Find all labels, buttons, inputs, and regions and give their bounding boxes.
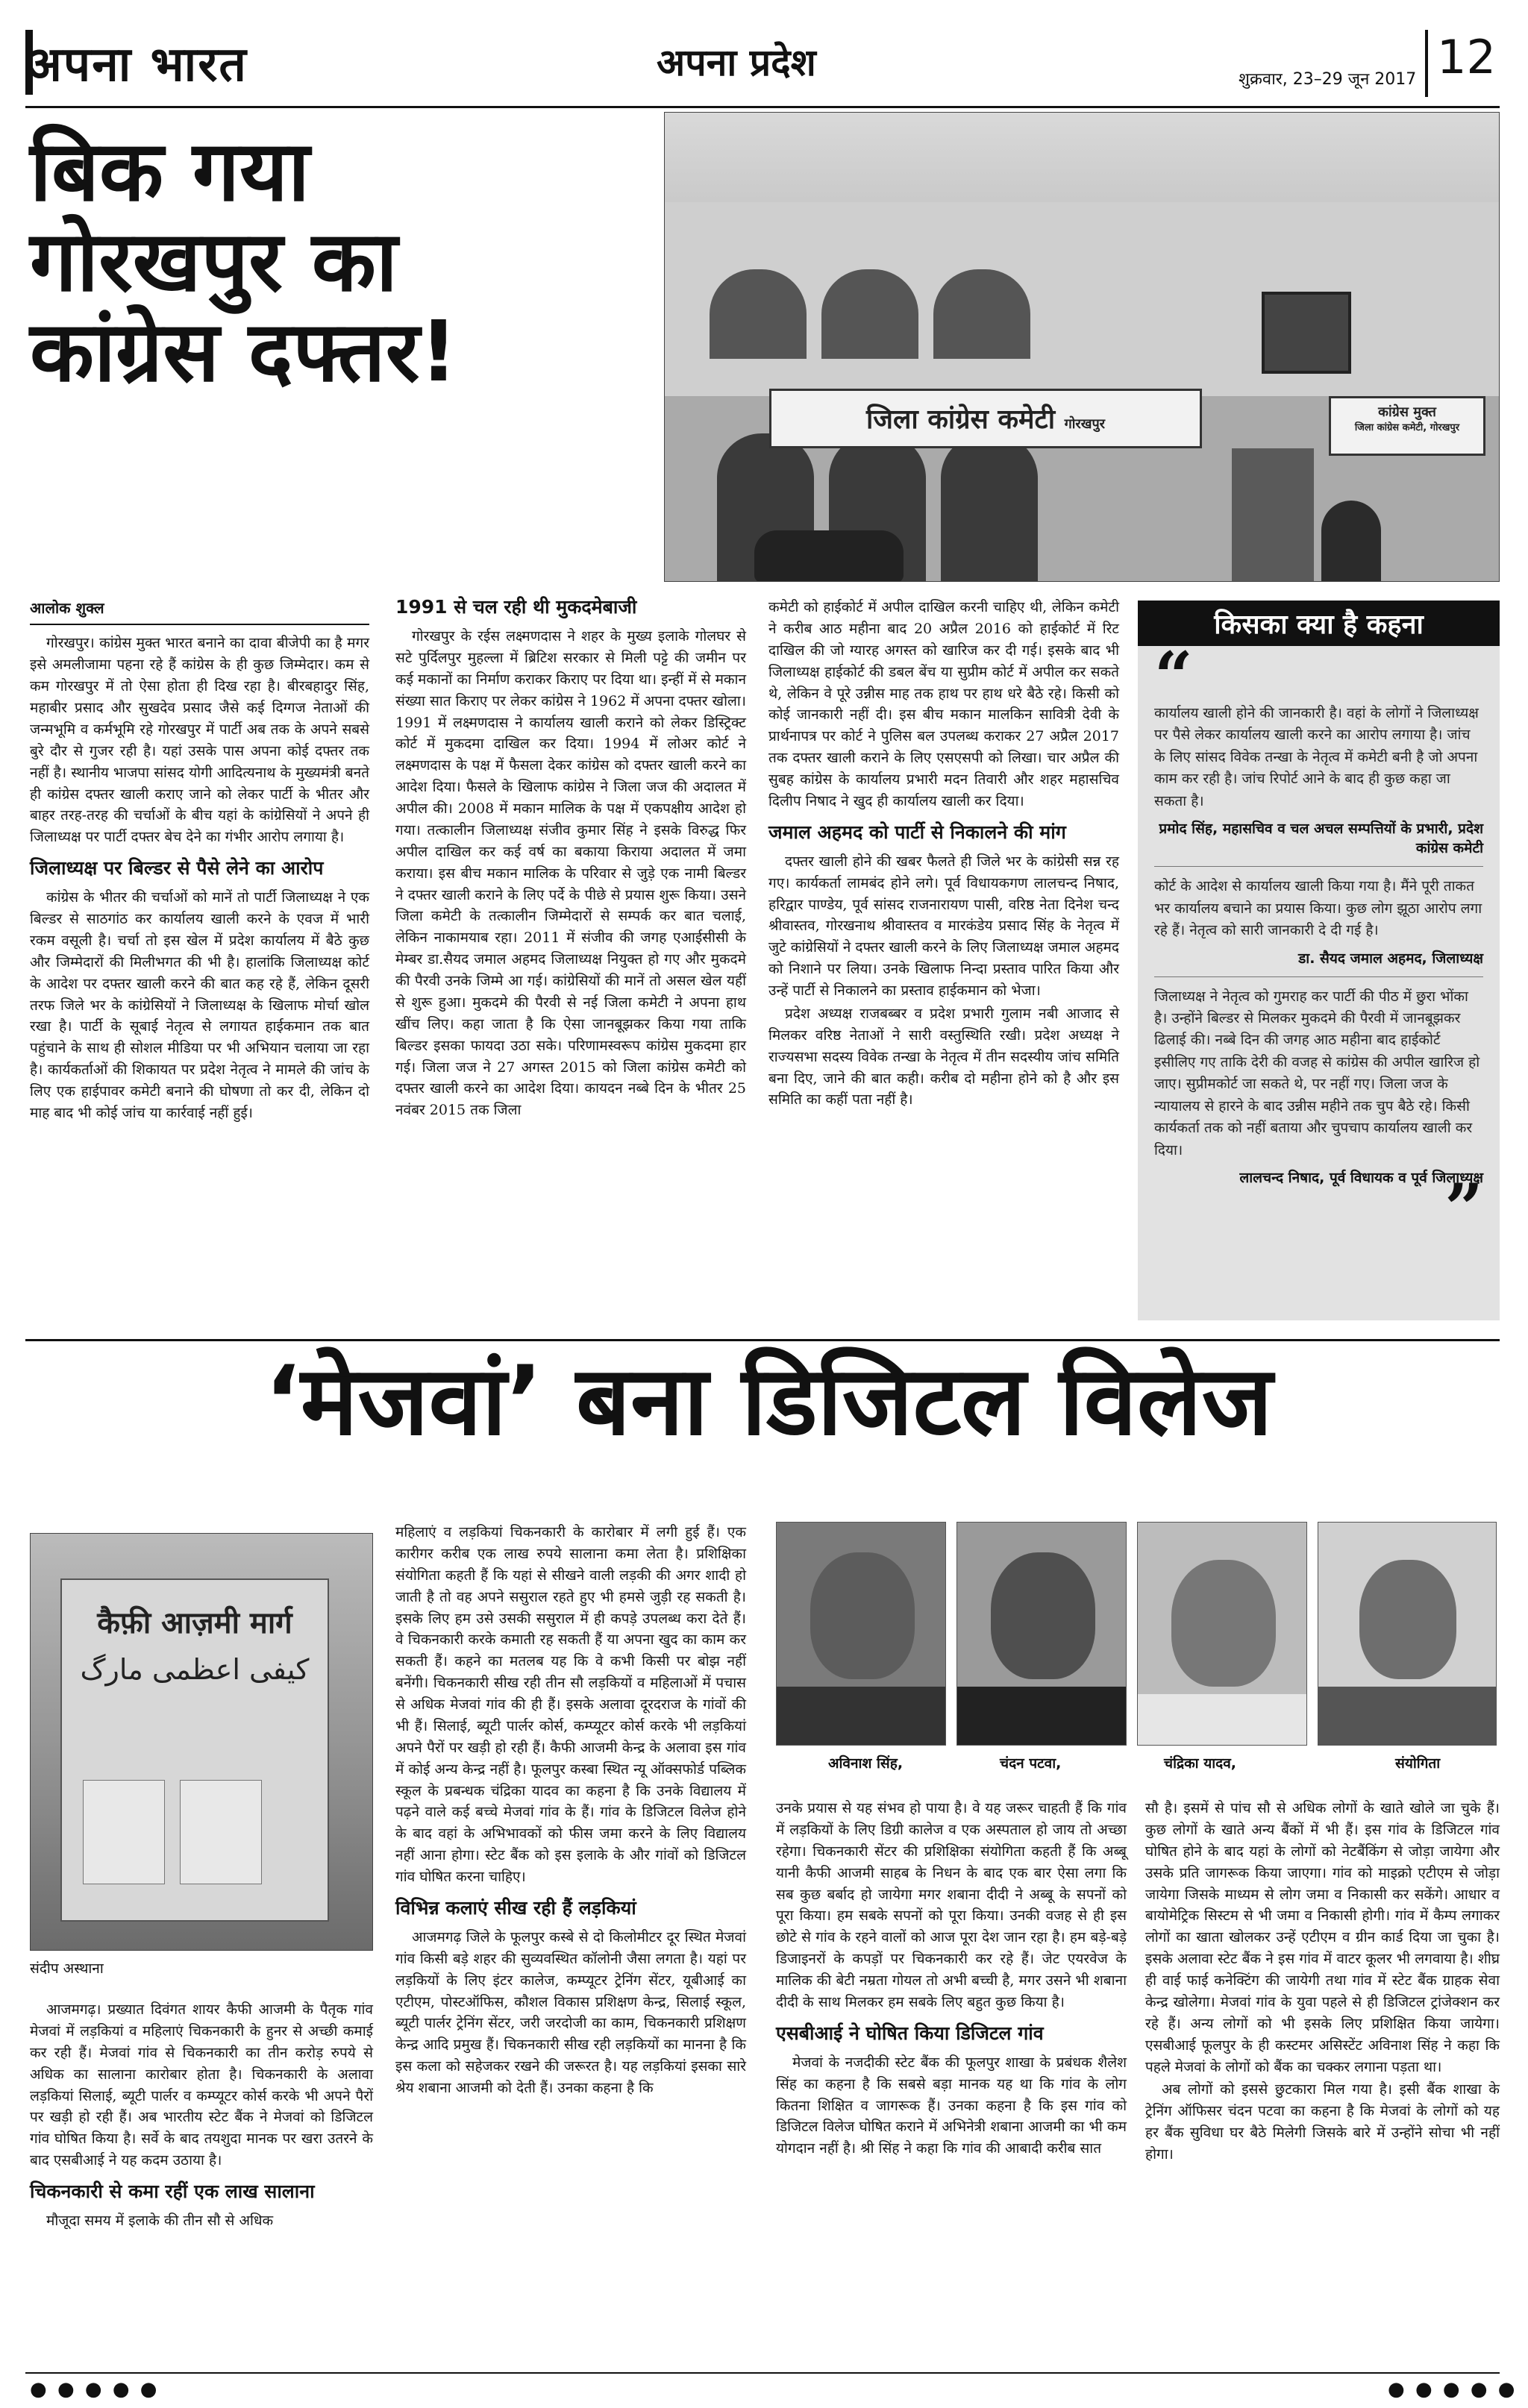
portrait-sanyogita	[1318, 1522, 1497, 1746]
congress-office-photo	[664, 112, 1500, 582]
story2-headline: ‘मेजवां’ बना डिजिटल विलेज	[264, 1346, 1273, 1457]
section-rule	[25, 1339, 1500, 1341]
paragraph: आजमगढ़ जिले के फूलपुर कस्बे से दो किलोमीटर दूर स्थित मेजवां गांव किसी बड़े शहर की सुव्यवस्थित कॉलोनी जैसा लगता है। यहां पर लड़कियों के लिए इंटर कालेज, कम्प्यूटर ट्रेनिंग सेंटर, यूबीआई का एटीएम, पोस्टऑफिस, कौशल विकास प्रशिक्षण केन्द्र, सिलाई स्कूल, ब्यूटी पार्लर ट्रेनिंग सेंटर, जरी जरदोजी का काम, चिकनकारी प्रशिक्षण केन्द्र आदि प्रमुख हैं। चिकनकारी सीख रही लड़कियों का मानना है कि इस कला को सहेजकर रखने की जरूरत है। यह लड़कियां इसका सारे श्रेय शबाना आजमी को देती हैं। उनका कहना है कि	[395, 1928, 746, 2096]
story1-column-1	[30, 597, 369, 1126]
story2-column-2	[395, 1522, 746, 2101]
sidebar-title: किसका क्या है कहना	[1138, 601, 1500, 646]
footer-dots-right: ● ● ● ● ●	[1388, 2378, 1518, 2401]
story2-column-1	[30, 1999, 373, 2233]
quote: कोर्ट के आदेश से कार्यालय खाली किया गया है। मैंने पूरी ताकत भर कार्यालय बचाने का प्रयास किया। कुछ लोग झूठा आरोप लगा रहे हैं। नेतृत्व को सारी जानकारी दे दी गई है।	[1154, 878, 1482, 939]
side-signboard	[1329, 396, 1485, 456]
portrait-caption: अविनाश सिंह,	[828, 1755, 904, 1772]
poster	[83, 1780, 165, 1884]
subhead: एसबीआई ने घोषित किया डिजिटल गांव	[776, 2022, 1044, 2044]
face	[1171, 1560, 1276, 1687]
kaifi-azmi-marg-photo	[30, 1533, 373, 1951]
subhead: जिलाध्यक्ष पर बिल्डर से पैसे लेने का आरोप	[30, 857, 324, 880]
paragraph: कांग्रेस के भीतर की चर्चाओं को मानें तो पार्टी जिलाध्यक्ष ने एक बिल्डर से साठगांठ कर कार्यालय खाली करने के एवज में भारी रकम वसूली है। चर्चा तो इस खेल में प्रदेश कार्यालय में बैठे कुछ और जिम्मेदारों की मिलीभगत की भी है। हालांकि जिलाध्यक्ष कोर्ट के आदेश पर दफ्तर खाली करने की बात कह रहे हैं, लेकिन दूसरी तरफ जिले भर के कांग्रेसियों ने जिलाध्यक्ष के खिलाफ मोर्चा खोल रखा है। पार्टी के सूबाई नेतृत्व से लगायत हाईकमान तक बात पहुंचाने के साथ ही सोशल मीडिया पर भी अभियान चलाया जा रहा है। कार्यकर्ताओं की शिकायत पर प्रदेश नेतृत्व ने मामले की जांच के लिए एक हाईपावर कमेटी बनाने की घोषणा तो कर दी, लेकिन दो माह बाद भी कोई जांच या कार्रवाई नहीं हुई।	[30, 889, 369, 1121]
byline-rule	[30, 624, 369, 625]
headline-line: गोरखपुर का	[30, 213, 398, 310]
section-title: अपना प्रदेश	[657, 41, 816, 84]
office-signboard	[769, 389, 1202, 448]
divider	[1154, 866, 1483, 867]
shirt	[777, 1687, 946, 1746]
person	[1321, 501, 1381, 582]
paragraph: दफ्तर खाली होने की खबर फैलते ही जिले भर के कांग्रेसी सन्न रह गए। कार्यकर्ता लामबंद होने लगे। पूर्व विधायकगण लालचन्द निषाद, हरिद्वार पाण्डेय, पूर्व सांसद राजनारायण पासी, वरिष्ठ नेता दिनेश चन्द श्रीवास्तव, गोरखनाथ श्रीवास्तव व मारकंडेय प्रसाद सिंह के नेतृत्व में जुटे कांग्रेसियों ने दफ्तर खाली करने के लिए जिलाध्यक्ष जमाल अहमद को निशाने पर लिया। उनके खिलाफ निन्दा प्रस्ताव पारित किया और उन्हें पार्टी से निकालने का प्रस्ताव हाईकमान को भेजा।	[768, 853, 1119, 999]
door	[1232, 448, 1314, 582]
headline-line: बिक गया	[30, 123, 310, 220]
paragraph: अब लोगों को इससे छुटकारा मिल गया है। इसी बैंक शाखा के ट्रेनिंग ऑफिसर चंदन पटवा का कहना है कि मेजवां के लोगों को यह हर बैंक सुविधा घर बैठे मिलेगी जिसके बारे में उन्होंने सोचा भी नहीं होगा।	[1145, 2081, 1500, 2163]
portrait-caption: चंद्रिका यादव,	[1164, 1755, 1237, 1772]
portrait-avinash-singh	[776, 1522, 946, 1746]
footer-dots-left: ● ● ● ● ●	[30, 2378, 160, 2401]
paragraph: गोरखपुर। कांग्रेस मुक्त भारत बनाने का दावा बीजेपी का है मगर इसे अमलीजामा पहना रहे हैं कांग्रेस के ही कुछ जिम्मेदार। कम से कम गोरखपुर में तो ऐसा होता ही दिख रहा है। बीरबहादुर सिंह, महाबीर प्रसाद और सुखदेव प्रसाद जैसे कई दिग्गज नेताओं की जन्मभूमि व कर्मभूमि रहे गोरखपुर में पार्टी अब तक के अपने सबसे बुरे दौर से गुजर रही है। यहां उसके पास अपना कोई दफ्तर तक नहीं है। स्थानीय भाजपा सांसद योगी आदित्यनाथ के मुख्यमंत्री बनते ही कांग्रेस दफ्तर खाली कराए जाने को लेकर पार्टी के भीतर और बाहर तरह-तरह की चर्चाओं के बीच यहां के कांग्रेसियों ने अपने ही जिलाध्यक्ष पर पार्टी दफ्तर बेच देने का गंभीर आरोप लगाया है।	[30, 635, 369, 846]
headline-line: कांग्रेस दफ्तर!	[30, 303, 458, 401]
arch	[710, 269, 807, 359]
quote: कार्यालय खाली होने की जानकारी है। वहां के लोगों ने जिलाध्यक्ष पर पैसे लेकर कार्यालय खाली करने का आरोप लगाया है। जांच के लिए सांसद विवेक तन्खा के नेतृत्व में कमेटी बनी है जो अपना काम कर रही है। जांच रिपोर्ट आने के बाद ही कुछ कहा जा सकता है।	[1154, 705, 1479, 809]
face	[810, 1552, 915, 1679]
portrait-caption: संयोगिता	[1395, 1755, 1441, 1772]
sign-sub-text: गोरखपुर	[1064, 416, 1106, 432]
portrait-chandrika-yadav	[1137, 1522, 1307, 1746]
face	[1359, 1560, 1456, 1679]
divider	[1154, 976, 1483, 977]
arch	[941, 433, 1038, 582]
shirt	[957, 1687, 1127, 1746]
quotes-sidebar	[1138, 601, 1500, 1320]
paragraph: सौ है। इसमें से पांच सौ से अधिक लोगों के खाते खोले जा चुके हैं। कुछ लोगों के खाते अन्य बैंकों में भी हैं। इस गांव के डिजिटल गांव घोषित होने के बाद यहां के लोगों को नेटबैंकिंग से जोड़ा जायेगा और उसके प्रति जागरूक किया जाएगा। गांव को माइक्रो एटीएम से जोड़ा जायेगा जिसके माध्यम से लोग जमा व निकासी कर सकेंगे। आधार व बायोमेट्रिक सिस्टम से भी जमा व निकासी होगी। गांव में कैम्प लगाकर लोगों का खाता खोलकर उन्हें एटीएम व ग्रीन कार्ड दिया जा चुका है। इसके अलावा स्टेट बैंक ने इस गांव में वाटर कूलर भी लगवाया है। शीघ्र ही वाई फाई कनेक्टिंग की जायेगी तथा गांव में स्टेट बैंक ग्राहक सेवा केन्द्र खोलेगा। मेजवां गांव के युवा पहले से ही डिजिटल ट्रांजेक्शन कर रहे हैं। अन्य लोगों को भी इसके लिए प्रशिक्षित किया जायेगा। एसबीआई फूलपुर के ही कस्टमर असिस्टेंट अविनाश सिंह ने कहा कि पहले मेजवां के लोगों को बैंक का चक्कर लगाना पड़ता था।	[1145, 1800, 1500, 2075]
portrait-chandan-patwa	[956, 1522, 1127, 1746]
masthead-logo: अपना भारत	[25, 30, 248, 95]
subhead: चिकनकारी से कमा रहीं एक लाख सालाना	[30, 2180, 315, 2202]
shirt	[1138, 1694, 1307, 1746]
story1-column-3	[768, 597, 1119, 1112]
story1-headline	[30, 123, 686, 401]
paragraph: कमेटी को हाईकोर्ट में अपील दाखिल करनी चाहिए थी, लेकिन कमेटी ने करीब आठ महीना बाद 20 अप्रैल 2016 को हाईकोर्ट में रिट दाखिल की जो ग्यारह अगस्त को खारिज कर दी गई। इसके बाद भी जिलाध्यक्ष हाईकोर्ट की डबल बेंच या सुप्रीम कोर्ट में अपील कर सकते थे, लेकिन वे पूरे उन्नीस माह तक हाथ पर हाथ धरे बैठे रहे। किसी को कोई जानकारी नहीं दी। इस बीच मकान मालकिन सावित्री देवी के प्रार्थनापत्र पर कोर्ट ने पुलिस बल उपलब्ध कराकर 27 अप्रैल 2017 तक दफ्तर खाली कराने के लिए एसएसपी को लिखा। चार अप्रैल की सुबह कांग्रेस के कार्यालय प्रभारी मदन तिवारी और शहर महासचिव दिलीप निषाद ने खुद ही कार्यालय खाली कर दिया।	[768, 599, 1119, 809]
close-quote-icon: ”	[1444, 1169, 1483, 1248]
paragraph: उनके प्रयास से यह संभव हो पाया है। वे यह जरूर चाहती हैं कि गांव में लड़कियों के लिए डिग्री कालेज व एक अस्पताल हो जाय तो अच्छा रहेगा। चिकनकारी सेंटर की प्रशिक्षिका संयोगिता कहती हैं कि अब्बू यानी कैफी आजमी साहब के निधन के बाद एक बार ऐसा लगा कि सब कुछ बर्बाद हो जायेगा मगर शबाना दीदी ने अब्बू के सपनों को पूरा किया। हम सबके सपनों को पूरा किया। उनकी वजह से ही इस छोटे से गांव के रहने वालों को आज पूरा देश जान रहा है। हम बड़े-बड़े डिजाइनरों के कपड़ों पर चिकनकारी कर रहे हैं। जेट एयरवेज के मालिक की बेटी नम्रता गोयल तो अभी बच्ची है, मगर उसने भी शबाना दीदी के साथ मिलकर हम सबके लिए बहुत कुछ किया है।	[776, 1800, 1127, 2010]
photo-credit: संदीप अस्थाना	[30, 1960, 104, 1977]
open-quote-icon: “	[1154, 637, 1193, 716]
poster	[180, 1780, 262, 1884]
paragraph: प्रदेश अध्यक्ष राजबब्बर व प्रदेश प्रभारी गुलाम नबी आजाद से मिलकर वरिष्ठ नेताओं ने सारी वस्तुस्थिति रखी। प्रदेश अध्यक्ष ने राज्यसभा सदस्य विवेक तन्खा के नेतृत्व में तीन सदस्यीय जांच समिति बना दिए, जाने की बात कही। करीब दो महीना होने को है और इस समिति का कहीं पता नहीं है।	[768, 1005, 1119, 1109]
masthead-rule	[25, 106, 1500, 108]
sign-main-text: जिला कांग्रेस कमेटी	[865, 404, 1056, 435]
saree	[1318, 1687, 1497, 1746]
subhead: 1991 से चल रही थी मुकदमेबाजी	[395, 596, 637, 618]
side-sign-line: जिला कांग्रेस कमेटी, गोरखपुर	[1354, 422, 1460, 434]
footer-rule	[25, 2372, 1500, 2374]
arch	[821, 269, 918, 359]
paragraph: मेजवां के नजदीकी स्टेट बैंक की फूलपुर शाखा के प्रबंधक शैलेश सिंह का कहना है कि सबसे बड़ा मानक यह था कि गांव के लोग कितना शिक्षित व जागरूक हैं। उनका कहना है कि इस गांव को डिजिटल विलेज घोषित कराने में अभिनेत्री शबाना आजमी का भी कम योगदान नहीं है। श्री सिंह ने कहा कि गांव की आबादी करीब सात	[776, 2054, 1127, 2157]
quote-attribution: लालचन्द निषाद, पूर्व विधायक व पूर्व जिलाध्यक्ष	[1239, 1170, 1483, 1186]
paragraph: गोरखपुर के रईस लक्ष्मणदास ने शहर के मुख्य इलाके गोलघर से सटे पुर्दिलपुर मुहल्ला में ब्रिटिश सरकार से मिली पट्टे की जमीन पर कई मकानों का निर्माण कराकर किराए पर दिया था। इन्हीं में से मकान संख्या सात किराए पर लेकर कांग्रेस ने 1962 में अपना दफ्तर खोला। 1991 में लक्ष्मणदास ने कार्यालय खाली कराने को लेकर डिस्ट्रिक्ट कोर्ट में मुकदमा दाखिल कर दिया। 1994 में लोअर कोर्ट ने लक्ष्मणदास के पक्ष में फैसला देकर कांग्रेस को दफ्तर खाली करने का आदेश दिया। फैसले के खिलाफ कांग्रेस ने जिला जज की अदालत में अपील की। 2008 में मकान मालिक के पक्ष में एकपक्षीय आदेश हो गया। तत्कालीन जिलाध्यक्ष संजीव कुमार सिंह ने इसके विरुद्ध फिर अपील दाखिल कर कई वर्ष का बकाया किराया अदालत में जमा कराया। इस बीच मकान मालिक के परिवार से जुड़े एक नामी बिल्डर ने दफ्तर खाली कराने के लिए पर्दे के पीछे से प्रयास शुरू किया। उसने जिला कमेटी के तत्कालीन जिम्मेदारों से सम्पर्क कर बात चलाई, लेकिन नाकामयाब रहा। 2011 में संजीव की जगह एआईसीसी के मेम्बर डा.सैयद जमाल अहमद जिलाध्यक्ष नियुक्त हो गए और मुकदमे की पैरवी उनके जिम्मे आ गई। कांग्रेसियों की मानें तो असल खेल यहीं से शुरू हुआ। मुकदमे की पैरवी से नई जिला कमेटी ने अपना हाथ खींच लिए। कहा जाता है कि ऐसा जानबूझकर किया गया ताकि बिल्डर इसका फायदा उठा सके। परिणामस्वरूप कांग्रेस मुकदमा हार गई। जिला जज ने 27 अगस्त 2015 को जिला कांग्रेस कमेटी को दफ्तर खाली करने का आदेश दिया। कायदन नब्बे दिन के भीतर 25 नवंबर 2015 तक जिला	[395, 628, 746, 1119]
story2-column-3	[776, 1798, 1127, 2161]
arch	[933, 269, 1030, 359]
side-sign-line: कांग्रेस मुक्त	[1378, 404, 1436, 420]
motorbike	[754, 530, 904, 582]
story2-column-4	[1145, 1798, 1500, 2167]
quote: जिलाध्यक्ष ने नेतृत्व को गुमराह कर पार्टी की पीठ में छुरा भोंका है। उन्होंने बिल्डर से मिलकर मुकदमे की पैरवी में जानबूझकर ढिलाई की। नब्बे दिन की जगह आठ महीना बाद हाईकोर्ट इसीलिए गए ताकि देरी की वजह से कांग्रेस की अपील खारिज हो जाए। सुप्रीमकोर्ट जा सकते थे, पर नहीं गए। जिला जज के न्यायालय से हारने के बाद उन्नीस महीने तक चुप बैठे रहे। किसी कार्यकर्ता तक को नहीं बताया और चुपचाप कार्यालय खाली कर दिया।	[1154, 988, 1480, 1158]
issue-date: शुक्रवार, 23–29 जून 2017	[1239, 70, 1417, 89]
byline: आलोक शुक्ल	[30, 599, 104, 617]
subhead: जमाल अहमद को पार्टी से निकालने की मांग	[768, 821, 1066, 843]
subhead: विभिन्न कलाएं सीख रही हैं लड़कियां	[395, 1896, 636, 1919]
story1-column-2	[395, 593, 746, 1123]
paragraph: महिलाएं व लड़कियां चिकनकारी के कारोबार में लगी हुई हैं। एक कारीगर करीब एक लाख रुपये सालाना कमा लेता है। प्रशिक्षिका संयोगिता कहती हैं कि यहां से सीखने वाली लड़की की अगर शादी हो जाती है तो वह अपने ससुराल रहते हुए भी हमसे जुड़ी रह सकती है। इसके लिए हम उसे उसकी ससुराल में ही कपड़े उपलब्ध करा देते हैं। वे चिकनकारी करके कमाती रह सकती हैं या अपना खुद का काम कर सकती हैं। कहने का मतलब यह कि वे कभी किसी पर बोझ नहीं बनेंगी। चिकनकारी सीख रही तीन सौ लड़कियों व महिलाओं में पचास से अधिक मेजवां गांव की ही हैं। इसके अलावा दूरदराज के गांवों की भी हैं। सिलाई, ब्यूटी पार्लर कोर्स, कम्प्यूटर कोर्स करके भी लड़कियां अपने पैरों पर खड़ी हो रही हैं। कैफी आजमी केन्द्र के अलावा इस गांव में कोई अन्य केन्द्र नहीं है। फूलपुर कस्बा स्थित न्यू ऑक्सफोर्ड पब्लिक स्कूल के प्रबन्धक चंद्रिका यादव का कहना है कि उनके विद्यालय में पढ़ने वाले कई बच्चे मेजवां गांव के हैं। गांव के डिजिटल विलेज होने के बाद वहां के अभिभावकों को फीस जमा करने के लिए विद्यालय नहीं आना होगा। स्टेट बैंक को इस इलाके के और गांवों को डिजिटल गांव घोषित करना चाहिए।	[395, 1524, 746, 1885]
paragraph: आजमगढ़। प्रख्यात दिवंगत शायर कैफी आजमी के पैतृक गांव मेजवां में लड़कियां व महिलाएं चिकनकारी के हुनर से अच्छी कमाई कर रही हैं। मेजवां गांव से चिकनकारी का तीन करोड़ रुपये से अधिक का सालाना कारोबार होता है। चिकनकारी के अलावा लड़कियां सिलाई, ब्यूटी पार्लर व कम्प्यूटर कोर्स करके भी अपने पैरों पर खड़ी हो रही हैं। अब भारतीय स्टेट बैंक ने मेजवां को डिजिटल गांव घोषित किया है। सर्वे के बाद तयशुदा मानक पर खरा उतरने के बाद एसबीआई ने यह कदम उठाया है।	[30, 2001, 373, 2169]
road-sign-hindi: कैफ़ी आज़मी मार्ग	[97, 1606, 292, 1640]
page-number: 12	[1425, 30, 1496, 97]
quote-attribution: डा. सैयद जमाल अहमद, जिलाध्यक्ष	[1298, 950, 1483, 967]
road-sign-urdu: کیفی اعظمی مارگ	[80, 1653, 310, 1686]
paragraph: मौजूदा समय में इलाके की तीन सौ से अधिक	[46, 2213, 274, 2229]
quote-attribution: प्रमोद सिंह, महासचिव व चल अचल सम्पत्तियों के प्रभारी, प्रदेश कांग्रेस कमेटी	[1159, 821, 1483, 857]
portrait-caption: चंदन पटवा,	[1000, 1755, 1062, 1772]
face	[991, 1552, 1095, 1679]
window	[1262, 292, 1351, 374]
